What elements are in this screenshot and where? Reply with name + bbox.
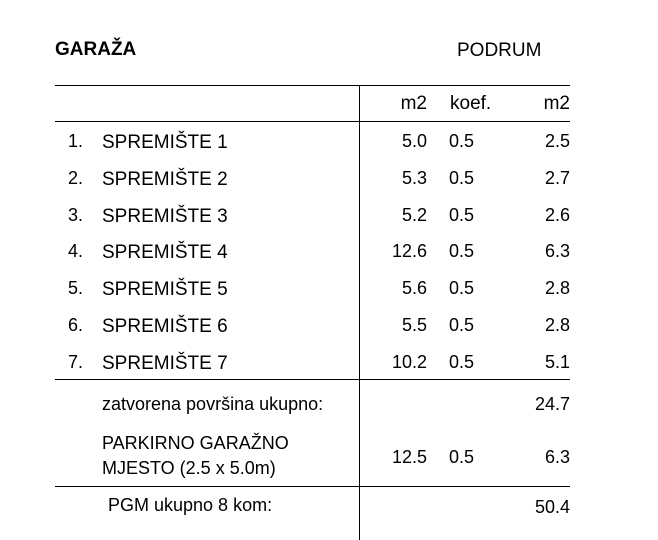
row-coef: 0.5: [449, 241, 475, 261]
table-column-divider: [359, 85, 360, 540]
row-number: 1.: [68, 131, 84, 151]
row-result: 2.6: [544, 205, 570, 225]
column-header-area: m2: [400, 93, 427, 114]
row-number: 5.: [68, 278, 84, 298]
row-coef: 0.5: [449, 168, 475, 188]
rows-bottom-rule: [55, 379, 570, 380]
pgm-total-value: 50.4: [534, 497, 570, 517]
section-label: PODRUM: [457, 40, 542, 61]
row-number: 7.: [68, 352, 84, 372]
row-number: 3.: [68, 205, 84, 225]
parking-label: [102, 431, 289, 481]
parking-area: 12.5: [391, 447, 427, 467]
column-header-result: m2: [543, 93, 570, 114]
row-label: SPREMIŠTE 1: [102, 132, 228, 153]
pgm-total-label: PGM ukupno 8 kom:: [108, 495, 273, 515]
row-label: SPREMIŠTE 7: [102, 353, 228, 374]
row-coef: 0.5: [449, 315, 475, 335]
parking-label-line2: MJESTO (2.5 x 5.0m): [102, 458, 276, 478]
row-number: 2.: [68, 168, 84, 188]
row-area: 5.5: [401, 315, 427, 335]
row-coef: 0.5: [449, 205, 475, 225]
row-result: 2.8: [544, 278, 570, 298]
row-result: 2.7: [544, 168, 570, 188]
row-area: 5.6: [401, 278, 427, 298]
row-coef: 0.5: [449, 131, 475, 151]
table-top-rule: [55, 85, 570, 86]
row-label: SPREMIŠTE 2: [102, 169, 228, 190]
row-result: 2.8: [544, 315, 570, 335]
row-label: SPREMIŠTE 3: [102, 206, 228, 227]
enclosed-total-value: 24.7: [534, 394, 570, 414]
parking-coef: 0.5: [449, 447, 475, 467]
row-area: 5.2: [401, 205, 427, 225]
enclosed-total-label: zatvorena površina ukupno:: [102, 394, 324, 414]
page-title: GARAŽA: [55, 39, 137, 60]
row-label: SPREMIŠTE 4: [102, 242, 228, 263]
row-coef: 0.5: [449, 352, 475, 372]
row-result: 6.3: [544, 241, 570, 261]
header-rule: [55, 121, 570, 122]
row-result: 5.1: [544, 352, 570, 372]
row-label: SPREMIŠTE 6: [102, 316, 228, 337]
row-coef: 0.5: [449, 278, 475, 298]
row-area: 10.2: [391, 352, 427, 372]
parking-result: 6.3: [544, 447, 570, 467]
column-header-coef: koef.: [450, 93, 492, 114]
row-result: 2.5: [544, 131, 570, 151]
row-area: 5.0: [401, 131, 427, 151]
row-number: 6.: [68, 315, 84, 335]
row-area: 12.6: [391, 241, 427, 261]
parking-bottom-rule: [55, 486, 570, 487]
row-area: 5.3: [401, 168, 427, 188]
row-label: SPREMIŠTE 5: [102, 279, 228, 300]
row-number: 4.: [68, 241, 84, 261]
parking-label-line1: PARKIRNO GARAŽNO: [102, 433, 289, 453]
